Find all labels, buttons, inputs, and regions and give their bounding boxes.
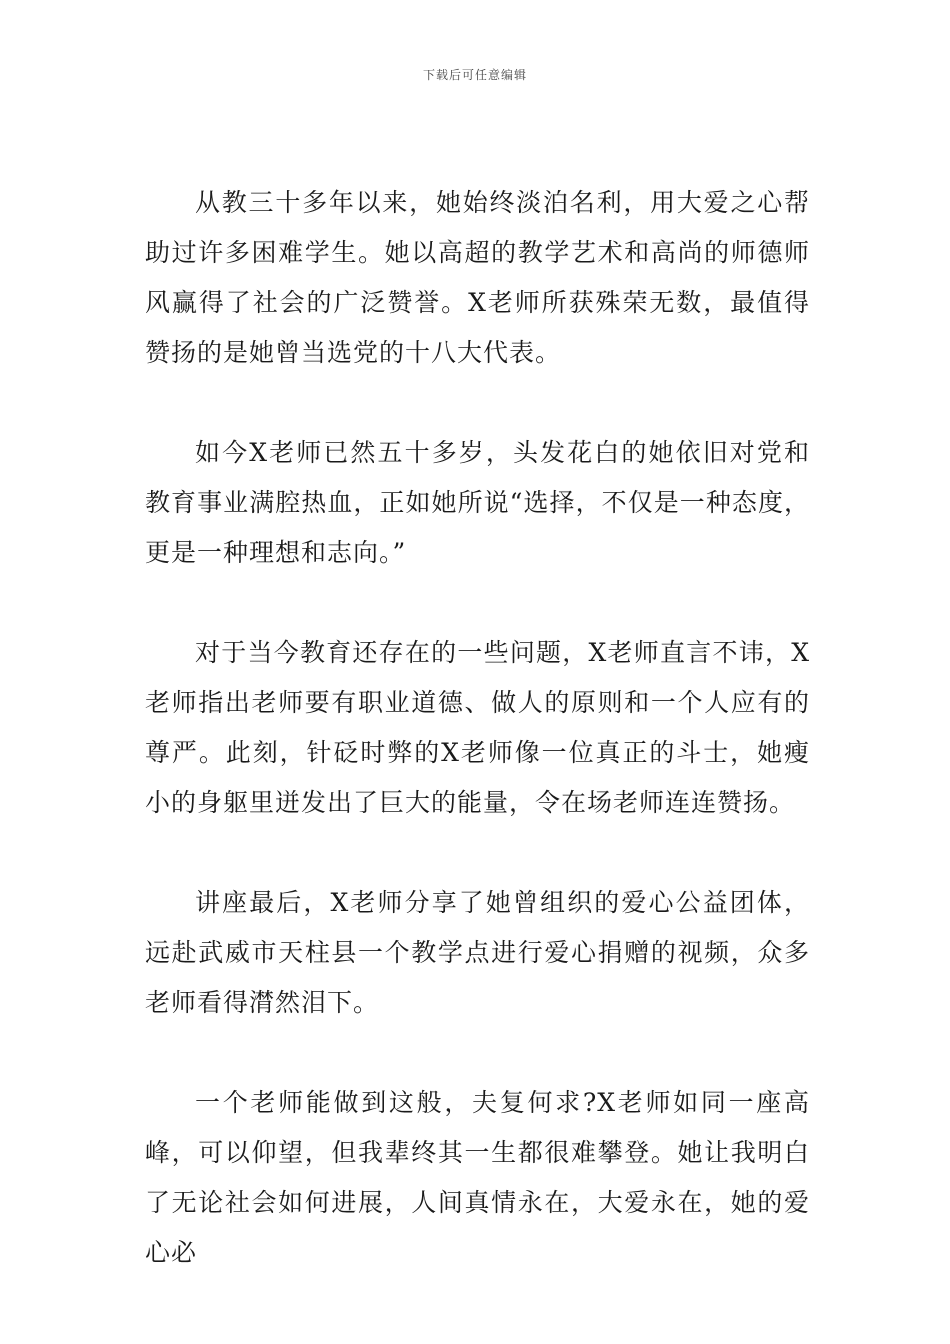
body-text: [145, 178, 810, 1328]
paragraph-4: 讲座最后，X老师分享了她曾组织的爱心公益团体，远赴武威市天柱县一个教学点进行爱心捐赠的视频，众多老师看得潸然泪下。: [145, 888, 810, 1017]
paragraph-3: 对于当今教育还存在的一些问题，X老师直言不讳，X老师指出老师要有职业道德、做人的原则和一个人应有的尊严。此刻，针砭时弊的X老师像一位真正的斗士，她瘦小的身躯里迸发出了巨大的能量，令在场老师连连赞扬。: [145, 638, 810, 817]
paragraph-5: 一个老师能做到这般，夫复何求?X老师如同一座高峰，可以仰望，但我辈终其一生都很难攀登。她让我明白了无论社会如何进展，人间真情永在，大爱永在，她的爱心必: [145, 1088, 810, 1267]
paragraph-1: 从教三十多年以来，她始终淡泊名利，用大爱之心帮助过许多困难学生。她以高超的教学艺术和高尚的师德师风赢得了社会的广泛赞誉。X老师所获殊荣无数，最值得赞扬的是她曾当选党的十八大代表。: [145, 188, 810, 367]
paragraph-2: 如今X老师已然五十多岁，头发花白的她依旧对党和教育事业满腔热血，正如她所说“选择，不仅是一种态度，更是一种理想和志向。”: [145, 438, 810, 567]
header-note: 下载后可任意编辑: [422, 68, 527, 82]
